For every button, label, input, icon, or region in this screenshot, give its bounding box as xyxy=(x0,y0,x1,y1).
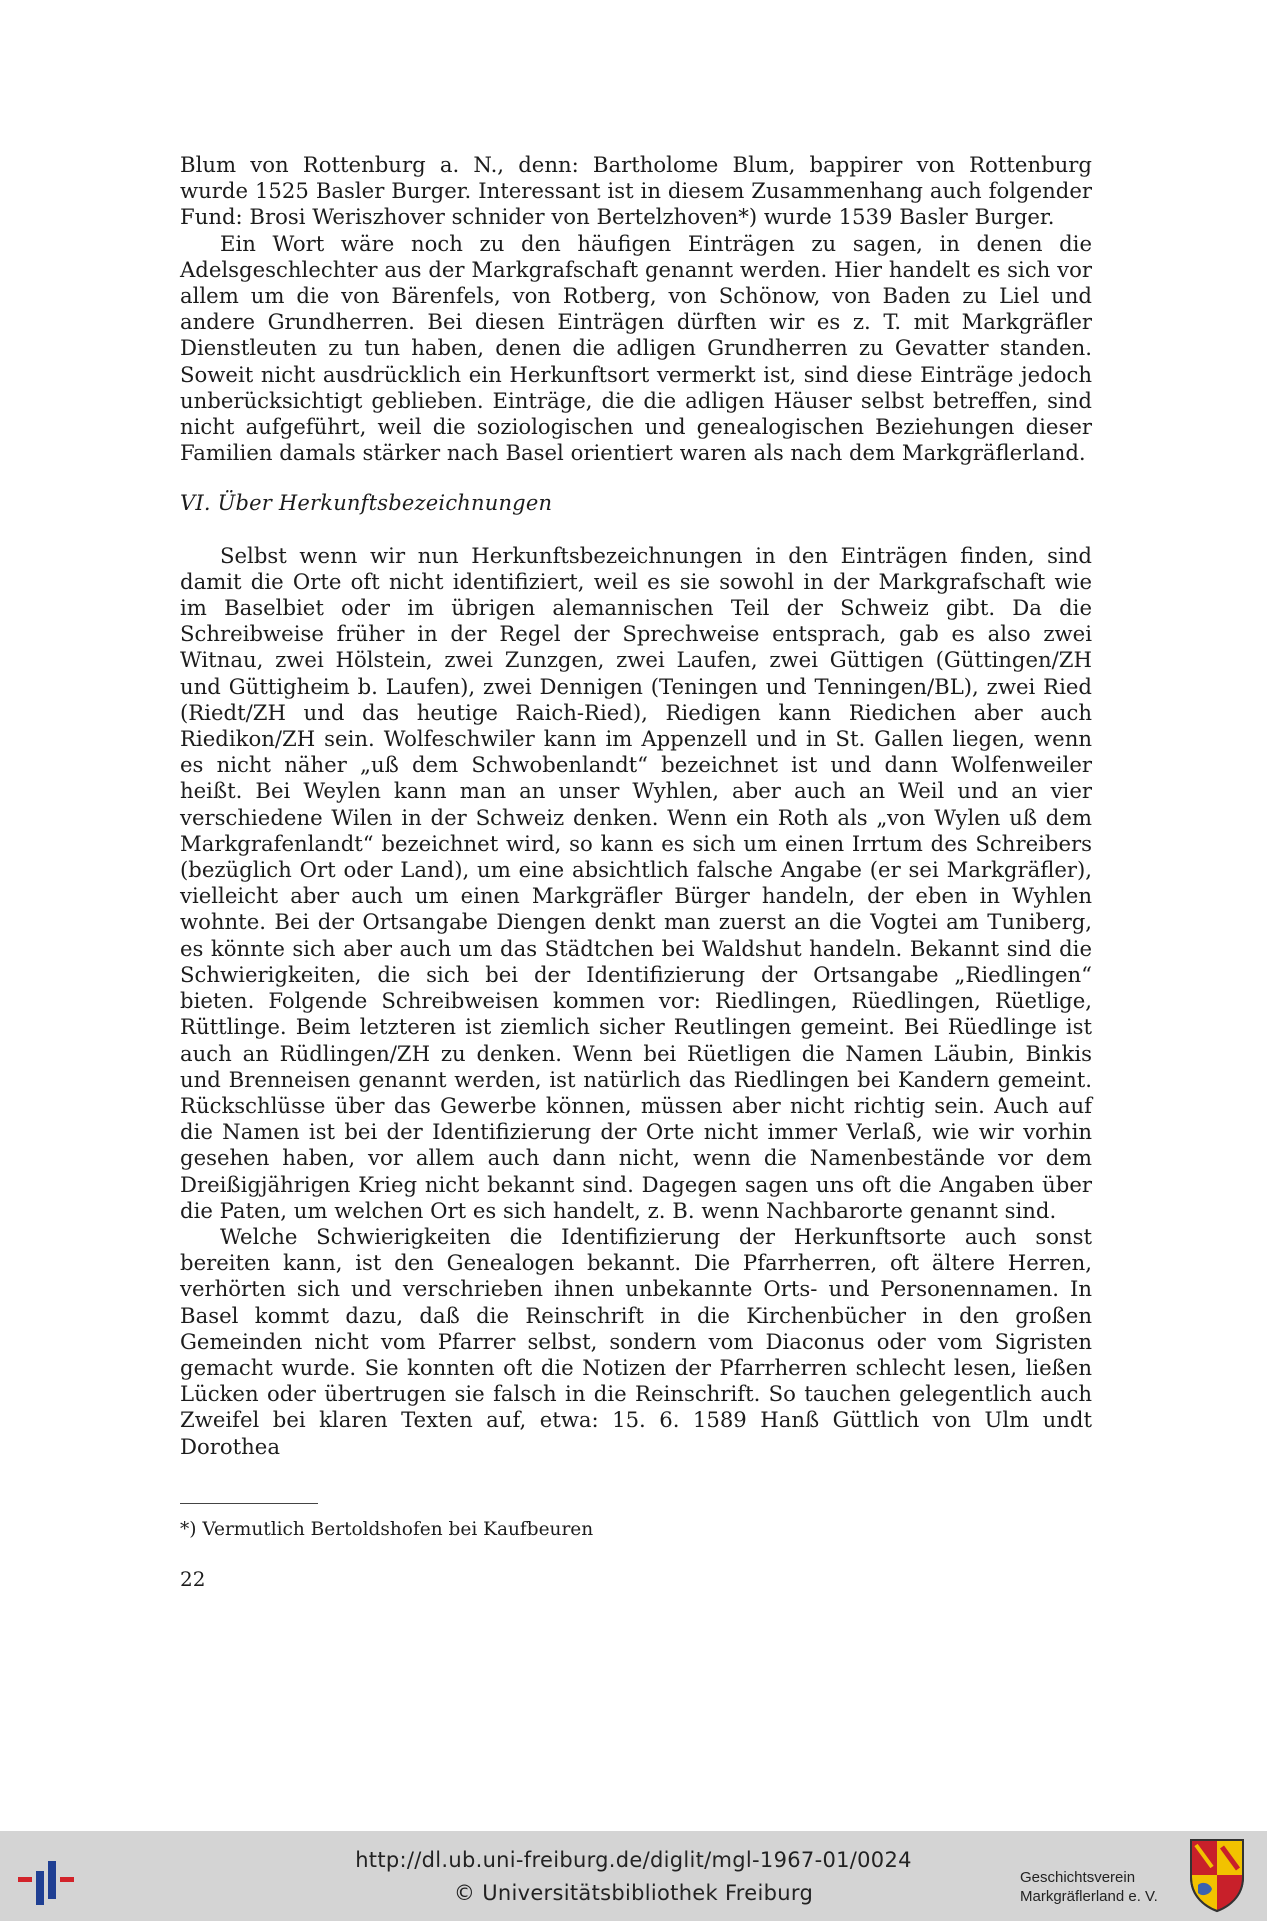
page-number: 22 xyxy=(180,1567,206,1591)
paragraph-1: Blum von Rottenburg a. N., denn: Bartholome Blum, bappirer von Rottenburg wurde 1525 Basler Burger. Interessant ist in diesem Zusammenhang auch folgender Fund: Brosi Weriszhover schnider von Bertelzhoven*) wurde 1539 Basler Burger. xyxy=(180,152,1092,230)
footer-bar xyxy=(0,1831,1267,1921)
paragraph-3: Selbst wenn wir nun Herkunftsbezeichnungen in den Einträgen finden, sind damit die Orte oft nicht identifiziert, weil es sie sowohl in der Markgrafschaft wie im Baselbiet oder im übrigen alemannischen Teil der Schweiz gibt. Da die Schreibweise früher in der Regel der Sprechweise entsprach, gab es also zwei Witnau, zwei Hölstein, zwei Zunzgen, zwei Laufen, zwei Güttigen (Güttingen/ZH und Güttigheim b. Laufen), zwei Dennigen (Teningen und Tenningen/BL), zwei Ried (Riedt/ZH und das heutige Raich-Ried), Riedigen kann Riedichen aber auch Riedikon/ZH sein. Wolfeschwiler kann im Appenzell und in St. Gallen liegen, wenn es nicht näher „uß dem Schwobenlandt“ bezeichnet ist und dann Wolfenweiler heißt. Bei Weylen kann man an unser Wyhlen, aber auch an Weil und an vier verschiedene Wilen in der Schweiz denken. Wenn ein Roth als „von Wylen uß dem Markgrafenlandt“ bezeichnet wird, so kann es sich um einen Irrtum des Schreibers (bezüglich Ort oder Land), um eine absichtlich falsche Angabe (er sei Markgräfler), vielleicht aber auch um einen Markgräfler Bürger handeln, der eben in Wyhlen wohnte. Bei der Ortsangabe Diengen denkt man zuerst an die Vogtei am Tuniberg, es könnte sich aber auch um das Städtchen bei Waldshut handeln. Bekannt sind die Schwierigkeiten, die sich bei der Identifizierung der Ortsangabe „Riedlingen“ bieten. Folgende Schreibweisen kommen vor: Riedlingen, Rüedlingen, Rüetlige, Rüttlinge. Beim letzteren ist ziemlich sicher Reutlingen gemeint. Bei Rüedlinge ist auch an Rüdlingen/ZH zu denken. Wenn bei Rüetligen die Namen Läubin, Binkis und Brenneisen genannt werden, ist natürlich das Riedlingen bei Kandern gemeint. Rückschlüsse über das Gewerbe können, müssen aber nicht richtig sein. Auch auf die Namen ist bei der Identifizierung der Orte nicht immer Verlaß, wie wir vorhin gesehen haben, vor allem auch dann nicht, wenn die Namenbestände vor dem Dreißigjährigen Krieg nicht bekannt sind. Dagegen sagen uns oft die Angaben über die Paten, um welchen Ort es sich handelt, z. B. wenn Nachbarorte genannt sind. xyxy=(180,542,1092,1223)
paragraph-4: Welche Schwierigkeiten die Identifizierung der Herkunftsorte auch sonst bereiten kann, ist den Genealogen bekannt. Die Pfarrherren, oft ältere Herren, verhörten sich und verschrieben ihnen unbekannte Orts- und Personennamen. In Basel kommt dazu, daß die Reinschrift in die Kirchenbücher in den großen Gemeinden nicht vom Pfarrer selbst, sondern vom Diaconus oder vom Sigristen gemacht wurde. Sie konnten oft die Notizen der Pfarrherren schlecht lesen, ließen Lücken oder übertrugen sie falsch in die Reinschrift. So tauchen gelegentlich auch Zweifel bei klaren Texten auf, etwa: 15. 6. 1589 Hanß Güttlich von Ulm undt Dorothea xyxy=(180,1223,1092,1459)
coat-of-arms-icon[interactable] xyxy=(1188,1837,1246,1913)
footer-copyright: © Universitätsbibliothek Freiburg xyxy=(453,1881,814,1905)
footer-society-name xyxy=(1020,1868,1158,1906)
paragraph-2: Ein Wort wäre noch zu den häufigen Einträgen zu sagen, in denen die Adelsgeschlechter aus der Markgrafschaft genannt werden. Hier handelt es sich vor allem um die von Bärenfels, von Rotberg, von Schönow, von Baden zu Liel und andere Grundherren. Bei diesen Einträgen dürften wir es z. T. mit Markgräfler Dienstleuten zu tun haben, denen die adligen Grundherren zu Gevatter standen. Soweit nicht ausdrücklich ein Herkunftsort vermerkt ist, sind diese Einträge jedoch unberücksichtigt geblieben. Einträge, die die adligen Häuser selbst betreffen, sind nicht aufgeführt, weil die soziologischen und genealogischen Beziehungen dieser Familien damals stärker nach Basel orientiert waren als nach dem Markgräflerland. xyxy=(180,230,1092,466)
footer-society-line-2: Markgräflerland e. V. xyxy=(1020,1888,1158,1905)
footer-url-link[interactable]: http://dl.ub.uni-freiburg.de/diglit/mgl-1967-01/0024 xyxy=(355,1848,912,1872)
footnote-divider xyxy=(180,1503,318,1504)
footnote: *) Vermutlich Bertoldshofen bei Kaufbeuren xyxy=(180,1519,594,1540)
footer-society-line-1: Geschichtsverein xyxy=(1020,1869,1136,1886)
page-body xyxy=(180,152,1092,1460)
section-heading: VI. Über Herkunftsbezeichnungen xyxy=(180,491,553,516)
